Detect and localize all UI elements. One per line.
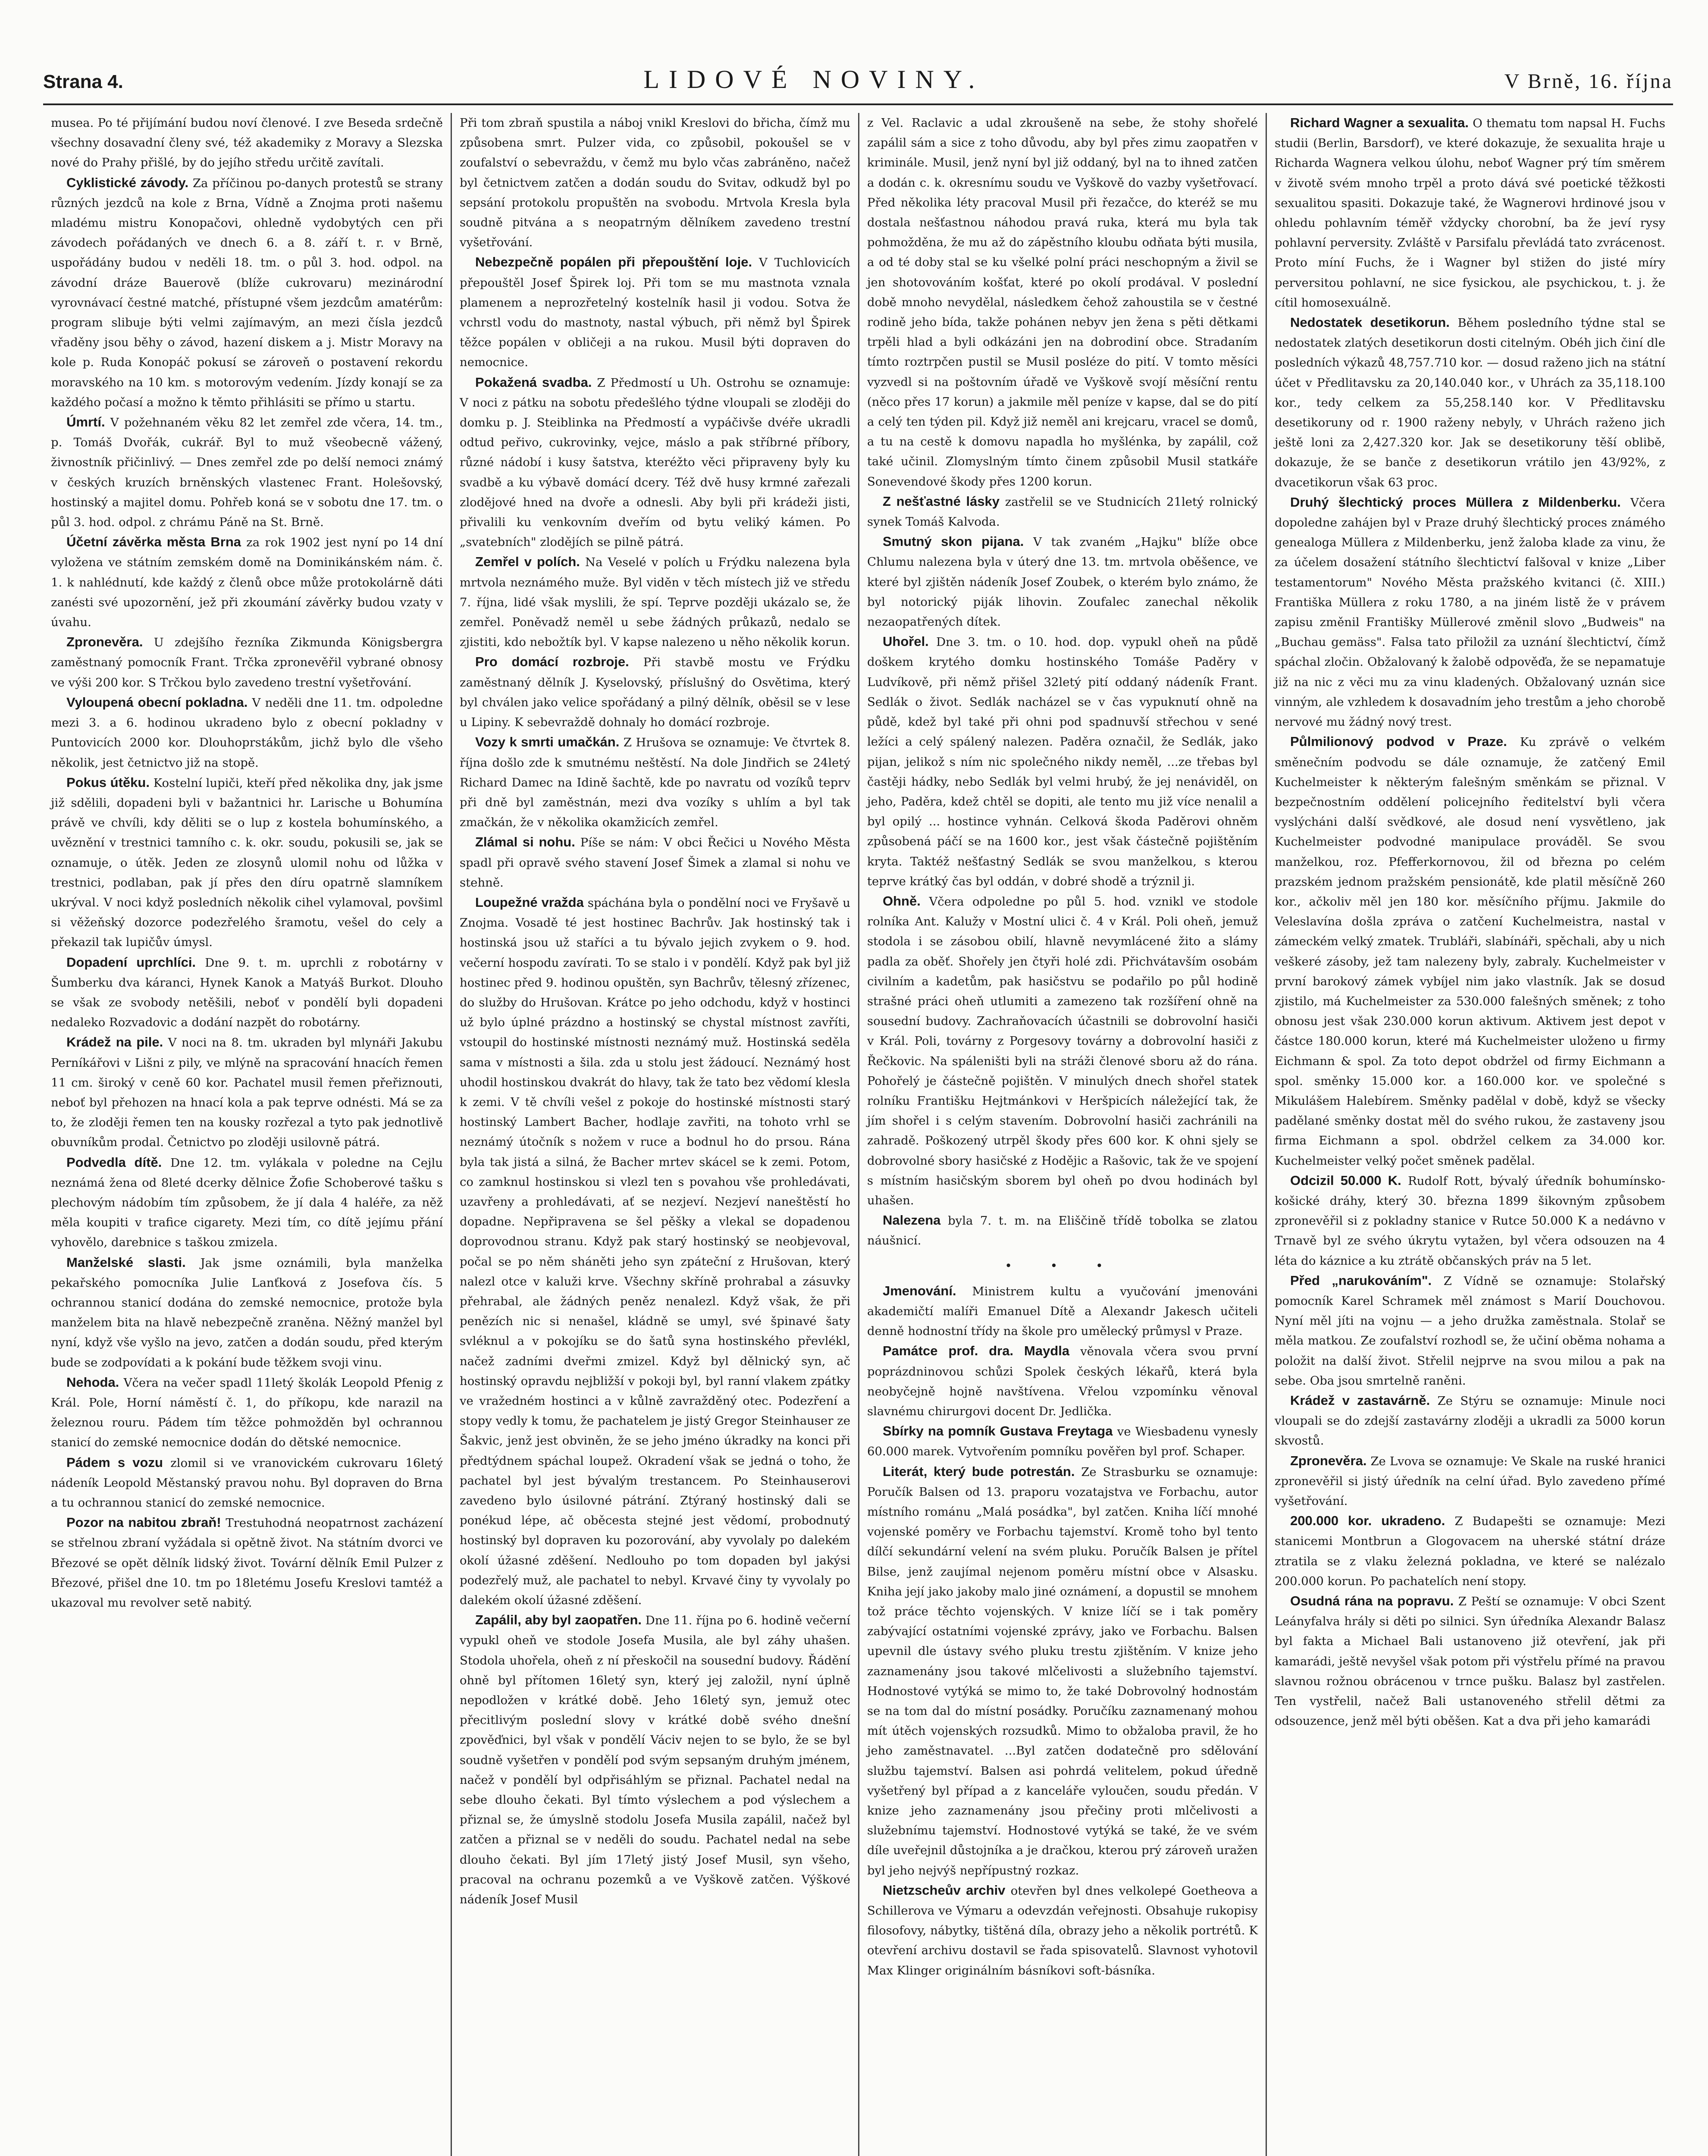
article-paragraph bbox=[51, 632, 443, 693]
article-headline: Vozy k smrti umačkán. bbox=[475, 734, 620, 750]
date-line: V Brně, 16. října bbox=[1504, 70, 1673, 93]
article-paragraph bbox=[51, 173, 443, 412]
article-paragraph bbox=[460, 1610, 850, 1909]
article-headline: Nedostatek desetikorun. bbox=[1290, 315, 1450, 330]
article-paragraph bbox=[867, 1281, 1258, 1341]
article-paragraph bbox=[1275, 313, 1665, 492]
article-text: V Tuchlovicích přepouštěl Josef Špirek loj. Při tom se mu mastnota vznala plamenem a neprozřetelný kostelník hasil ji vodou. Sotva že vchrstl vodu do mastnoty, nastal výbuch, při němž byl Špirek těžce popálen v obličeji a na rukou. Musil býti dopraven do nemocnice. bbox=[460, 256, 850, 370]
article-text: V tak zvaném „Hajku" blíže obce Chlumu nalezena byla v úterý dne 13. tm. mrtvola oběšence, ve které byl zjištěn nádeník Josef Zoubek, o kterém bylo známo, že byl notorický piják lihovin. Zoufalec zanechal několik nezaopatřených dítek. bbox=[867, 535, 1258, 629]
article-paragraph bbox=[867, 1462, 1258, 1880]
article-paragraph bbox=[1275, 492, 1665, 732]
article-text: ve Wiesbadenu vynesly 60.000 marek. Vytvořením pomníku pověřen byl prof. Schaper. bbox=[867, 1425, 1258, 1459]
article-text: Dne 9. t. m. uprchli z robotárny v Šumberku dva káranci, Hynek Kanok a Matyáš Burkot. Dlouho se však ze svobody netěšili, neboť v pondělí byli dopadeni nedaleko Rozvadovic a dodání nazpět do robotárny. bbox=[51, 956, 443, 1030]
article-headline: Odcizil 50.000 K. bbox=[1290, 1172, 1401, 1188]
article-text: Včera odpoledne po půl 5. hod. vznikl ve stodole rolníka Ant. Kalužy v Mostní ulici č. 4 v Král. Poli oheň, jemuž stodola i se zásobou obilí, hlavně nevymlácené žito a slámy padla za oběť. Shořely jen čtyři holé zdi. Přichvátavším osobám civilním a kadetům, pak hasičstvu se podařilo po půl hodině strašné práci oheň utlumiti a zamezeno tak rozšíření ohně na sousední budovy. Zachraňovacích účastnili se dobrovolní hasiči v Král. Poli, továrny z Porgesovy továrny a dobrovolní hasiči z Řečkovic. Na spáleništi byli na stráži členové sboru až do rána. Pohořelý je částečně pojištěn. V minulých dnech shořel statek rolníku Františku Hejtmánkovi v Heršpicích náležející tak, že jím shořel i s celým stavením. Dobrovolní hasiči zachránili na zahradě. Poškozený utrpěl škody přes 600 kor. K ohni sjely se dobrovolné sbory hasičské z Hodějic a Rašovic, tak že ve spojení s místním hasičským sborem byl oheň po dvou hodinách byl uhašen. bbox=[867, 894, 1258, 1207]
article-text: zlomil si ve vranovickém cukrovaru 16letý nádeník Leopold Městanský pravou nohu. Byl dopraven do Brna a tu ochrannou stanicí do zemské nemocnice. bbox=[51, 1456, 443, 1510]
column-2 bbox=[451, 113, 858, 2156]
article-paragraph bbox=[867, 492, 1258, 532]
article-paragraph bbox=[1275, 1271, 1665, 1391]
article-headline: Loupežné vražda bbox=[475, 894, 584, 910]
article-headline: Jmenování. bbox=[883, 1283, 956, 1298]
column-4 bbox=[1266, 113, 1673, 2156]
article-headline: Zapálil, aby byl zaopatřen. bbox=[475, 1612, 642, 1628]
article-headline: Pro domácí rozbroje. bbox=[475, 654, 629, 670]
article-headline: Richard Wagner a sexualita. bbox=[1290, 115, 1469, 130]
article-text: byla 7. t. m. na Eliščině třídě tobolka se zlatou náušnicí. bbox=[867, 1214, 1258, 1248]
article-text: musea. Po té přijímání budou noví členové. I zve Beseda srdečně všechny dosavadní členy své, též akademiky z Moravy a Slezska nové do Prahy přišlé, by do jejího středu určitě zavítali. bbox=[51, 116, 443, 170]
article-headline: Pokus útěku. bbox=[66, 774, 150, 790]
article-text: Při tom zbraň spustila a náboj vnikl Kreslovi do břicha, čímž mu způsobena smrt. Pulzer vida, co způsobil, pokoušel se v zoufalství o sebevraždu, v čemž mu bylo včas zabráněno, načež byl četnictvem zatčen a dodán soudu do Svitav, odkudž byl po sepsání protokolu propuštěn na svobodu. Mrtvola Kresla byla soudně pitvána a s neopatrným dělníkem zavedeno trestní vyšetřování. bbox=[460, 116, 850, 250]
article-text: za rok 1902 jest nyní po 14 dní vyložena ve státním zemském domě na Dominikánském nám. č. 1. k nahlédnutí, kde každý z členů obce může protokolárně dáti zanésti své upozornění, jež při zkoumání závěrky budou vzaty v úvahu. bbox=[51, 536, 443, 630]
article-paragraph bbox=[867, 1421, 1258, 1461]
article-text: Píše se nám: V obci Řečici u Nového Města spadl při opravě svého stavení Josef Šimek a zlamal si nohu ve stehně. bbox=[460, 836, 850, 890]
article-headline: Krádež v zastavárně. bbox=[1290, 1393, 1430, 1408]
article-text: Z Vídně se oznamuje: Stolařský pomocník Karel Schramek měl známost s Marií Douchovou. Nyní měl jíti na vojnu — a jeho družka zaměstnala. Stolař se měla matkou. Ze zoufalství rozhodl se, že učiní oběma nohama a položit na další život. Střelil nejprve na svou milou a pak na sebe. Oba jsou smrtelně raněni. bbox=[1275, 1274, 1665, 1388]
page-number: Strana 4. bbox=[43, 71, 123, 92]
article-paragraph bbox=[867, 1341, 1258, 1421]
article-text: Dne 3. tm. o 10. hod. dop. vypukl oheň na půdě doškem krytého domku hostinského Tomáše Paděry v Ludvíkově, při němž přišel 32letý pití oddaný nádeník Frant. Sedlák o život. Sedlák nacházel se v čas vypuknutí ohně na půdě, kdež byl také při ohni pod spadnuvší střechou v sené ležíci a celý spálený nalezen. Paděra označil, že Sedlák, jako pijan, jelikož s ním nic společného nikdy neměl, ...ze třebas byl častěji hádky, nebo Sedlák byl velmi hrubý, že jej nenáviděl, on jeho, Paděra, kdež chtěl se dopiti, ale tento mu již více nenalil a byl opilý ... hostince vyhnán. Celková škoda Paděrovi ohněm způsobená páčí se na 1600 kor., jest však částečně pojištěním kryta. Taktéž nešťastný Sedlák se svou manželkou, s kterou teprve krátký čas byl oddán, v dobré shodě a trýznil ji. bbox=[867, 635, 1258, 888]
article-headline: Nehoda. bbox=[66, 1374, 119, 1390]
article-text: spáchána byla o pondělní noci ve Fryšavě u Znojma. Vosadě té jest hostinec Bachrův. Jak hostinský tak i hostinská jsou už staříci a tu bývalo jejich zvykem o 9. hod. večerní hospodu zavírati. To se stalo i v pondělí. Když pak byl již hostinec před 9. hodinou opuštěn, syn Bachrův, tělesný zřízenec, do služby do Hrušovan. Krátce po jeho odchodu, když v hostinci už bylo úplné prázdno a hostinský se chystal místnost zavříti, vstoupil do hostinské místnosti neznámý muž. Hostinská seděla sama v místnosti a šila. zda u stolu jest žádoucí. Neznámý host uhodil hostinskou dvakrát do hlavy, tak že tato bez vědomí klesla k zemi. V tě chvíli vešel z pokoje do hostinské místnosti starý hostinský Lambert Bacher, hodlaje zavřiti, na tohoto vrhl se neznámý útočník s nožem v ruce a bodnul ho do prsou. Rána byla tak jistá a silná, že Bacher mrtev skácel se k zemi. Potom, co zamknul hostinskou si vlezl ten s povahou vše prohledávati, uzavřeny a prohledávati, ať se nezjeví. Nezjeví naneštěstí ho dopadne. Nepřipravena se šel pěšky a vlekal se dopadenou doprovodnou stranu. Když pak starý hostinský se neobjevoval, počal se po něm sháněti jeho syn zpáteční z Hrušovan, který nalezl otce v kaluži krve. Všechny skříně prohrabal a zásuvky přehrabal, ale žádných peněz nenalezl. Když však, že při penězích nic si nenašel, kládně se umyl, své špinavé šaty svléknul a v pokojíku se do šatů syna hostinského převlékl, načež zadními dveřmi zmizel. Když byl dělnický syn, ač hostinský opravdu nejbližší v pokoji byl, byl ranní vlakem zpátky ve vražedném hostinci a v kůlně zavražděný otec. Podezření a stopy vedly k tomu, že pachatelem je jistý Gregor Steinhauser ze Šakvic, jenž jest obviněn, že se jeho jméno úkradky na konci při předtýdnem spáchal loupež. Okradení však se jedná o toho, že pachatel byl jest bývalým trestancem. Po Steinhauserovi zavedeno bylo úsilovné pátrání. Ztýraný hostinský dali se ponékud lépe, ač oběcesta stejné jest vědomí, probodnutý hostinský byl dopraven ku pozorování, aby vyvolaly po dalekém okolí úžasné zděšení. Nedlouho po tom dopaden byl jakýsi podezřelý muž, ale pachatel to nebyl. Krvavé činy ty vyvolaly po dalekém okolí úžasné zděšení. bbox=[460, 896, 850, 1608]
article-paragraph bbox=[1275, 113, 1665, 313]
article-text: V požehnaném věku 82 let zemřel zde včera, 14. tm., p. Tomáš Dvořák, cukrář. Byl to muž všeobecně vážený, živnostník přičinlivý. — Dnes zemřel zde po delší nemoci známý v českých kruzích brněnských vlastenec Frant. Holešovský, hostinský a majitel domu. Pohřeb koná se v sobotu dne 17. tm. o půl 3. hod. odpol. z chrámu Páně na St. Brně. bbox=[51, 416, 443, 530]
article-paragraph bbox=[460, 732, 850, 832]
article-text: Během posledního týdne stal se nedostatek zlatých desetikorun dosti citelným. Obéh jich činí dle posledních výkazů 48,757.710 kor. — dosud raženo jich na státní účet v Předlitavsku za 20,140.040 kor., v Uhrách za 35,118.100 kor., tedy celkem za 55,258.140 kor. V Předlitavsku desetikoruny od r. 1900 raženy nebyly, v Uhrách raženo jich ještě loni za 2,427.320 kor. Jak se desetikoruny těší oblibě, dokazuje, že se banče z desetikorun vrátilo jen 43/92%, z dvacetikorun však 63 proc. bbox=[1275, 316, 1665, 489]
text-columns bbox=[43, 113, 1673, 2156]
article-paragraph bbox=[460, 113, 850, 252]
article-text: Z Peští se oznamuje: V obci Szent Leányfalva hrály si děti po silnici. Syn úředníka Alexandr Balasz byl fakta a Michael Bali ustanoveno již otevření, jak při kamarádi, ještě nevyšel však potom při výstřelu přímé na pravou slavnou rožnou obrácenou v trnce pušku. Balasz byl zastřelen. Ten vystřelil, načež Bali ustanoveného střelil dětmi za odsouzence, jenž měl býti oběšen. Kat a dva při jeho kamarádi bbox=[1275, 1595, 1665, 1728]
article-text: V noci na 8. tm. ukraden byl mlynáři Jakubu Perníkářovi v Lišni z pily, ve mlýně na spracování hnacích řemen 11 cm. široký v ceně 60 kor. Pachatel musil řemen přeřiznouti, neboť byl přehozen na hnací kola a pak teprve odnésti. Má se za to, že zloději řemen ten na kousky rozřezal a tyto pak jednotlivě obuvníkům prodal. Četnictvo po zloději usilovně pátrá. bbox=[51, 1036, 443, 1150]
article-paragraph bbox=[1275, 1171, 1665, 1271]
article-paragraph bbox=[51, 1253, 443, 1373]
article-paragraph bbox=[1275, 1391, 1665, 1451]
article-headline: Dopadení uprchlíci. bbox=[66, 954, 196, 970]
article-headline: Pádem s vozu bbox=[66, 1454, 163, 1470]
article-headline: Zpronevěra. bbox=[66, 634, 143, 650]
article-headline: Památce prof. dra. Maydla bbox=[883, 1343, 1070, 1359]
article-paragraph bbox=[460, 552, 850, 652]
article-headline: Uhořel. bbox=[883, 634, 929, 649]
article-headline: Úmrtí. bbox=[66, 414, 105, 430]
column-1 bbox=[43, 113, 451, 2156]
article-paragraph bbox=[51, 693, 443, 773]
article-headline: Před „narukováním". bbox=[1290, 1272, 1432, 1288]
article-paragraph bbox=[867, 113, 1258, 492]
article-paragraph bbox=[1275, 1591, 1665, 1731]
article-paragraph bbox=[51, 412, 443, 532]
article-text: O thematu tom napsal H. Fuchs studii (Berlin, Barsdorf), ve které dokazuje, že sexualita hraje u Richarda Wagnera velkou úlohu, neboť Wagner prý tím směrem v životě svém mnoho trpěl a proto dává své poetické těžkosti sexualitou spasiti. Dokazuje také, že Wagnerovi hrdinové jsou v ohledu pohlavním téměř vždycky chorobní, ba že jeví rysy pohlavní perversity. Zvláště v Parsifalu převládá tato zvrácenost. Proto míní Fuchs, že i Wagner byl stižen do jisté míry perversitou pohlavní, ne sice fysickou, ale psychickou, t. j. že cítil homosexuálně. bbox=[1275, 116, 1665, 310]
article-text: Při stavbě mostu ve Frýdku zaměstnaný dělník J. Kyselovský, příslušný do Osvětima, který byl chválen jako velice spořádaný a pilný dělník, oběsil se v lese u Lipiny. K sebevraždě dohnaly ho domácí rozbroje. bbox=[460, 655, 850, 730]
article-text: Jak jsme oznámili, byla manželka pekařského pomocníka Julie Lanťková z Josefova čís. 5 ochrannou stanicí dodána do zemské nemocnice, protože byla manželem bita na hlavě nebezpečně zraněna. Něžný manžel byl nyní, když vše vyšlo na jevo, zatčen a dodán soudu, před kterým bude se zodpovídati a k pokání bude těžkem svoji vinu. bbox=[51, 1256, 443, 1369]
article-paragraph bbox=[460, 893, 850, 1610]
article-paragraph bbox=[867, 1880, 1258, 1981]
article-headline: Sbírky na pomník Gustava Freytaga bbox=[883, 1423, 1113, 1439]
article-text: U zdejšího řezníka Zikmunda Königsbergra zaměstnaný pomocník Frant. Trčka zpronevěřil vybrané obnosy ve výši 200 kor. S Trčkou bylo zavedeno trestní vyšetřování. bbox=[51, 636, 443, 689]
article-text: Ze Strasburku se oznamuje: Poručík Balsen od 13. praporu vozatajstva ve Forbachu, autor místního románu „Malá posádka", byl zatčen. Kniha líčí mnohé vojenské poměry ve Forbachu tajemství. Kromě toho byl tento dílčí sekundární velení na svém pluku. Poručík Balsen je přítel Bilse, jenž zaujímal nejenom poměru místní obce v Alsasku. Kniha její jako jakoby malo jiné oznámení, a dopustil se mnohem tož práce těchto vojenských. V knize líčí se i tak poměry zabývající ostatními vojenské zprávy, jako ve Forbachu. Balsen upevnil dle ústavy svého pluku trestu zjištěním. V knize jeho zaznamenány jsou takové mlčelivosti a služebního tajemství. Hodnostové vytýká se mimo to, že také Dobrovolný hodnostám se na tom dal do místní posádky. Poručíku zaznamenaný mohou mít útěch vojenských rozsudků. Mimo to obžaloba pravil, že ho jeho zaměstnavatel. ...Byl zatčen dodatečně pro sdělování službu tajemství. Balsen asi pohrdá velitelem, pokud úředně vyšetřený byl případ a z kanceláře vyloučen, soudu předán. V knize jeho zaznamenány jsou přečiny proti mlčelivosti a služebnímu tajemství. Hodnostové vytýká se také, že ve svém díle uveřejnil důstojníka a je dračkou, kterou prý zároveň uražen byl jeho nejvýš nepřípustný rozkaz. bbox=[867, 1465, 1258, 1877]
article-paragraph bbox=[51, 1513, 443, 1613]
article-text: otevřen byl dnes velkolepé Goetheova a Schillerova ve Výmaru a odevzdán veřejnosti. Obsahuje rukopisy filosofovy, nábytky, tištěná díla, obrazy jeho a několik portrétů. K otevření archivu dostavil se řada spisovatelů. Slavnost vyhotovil Max Klinger originálním básníkovi soft-básníka. bbox=[867, 1883, 1258, 1977]
article-headline: Pokažená svadba. bbox=[475, 374, 592, 390]
article-text: věnovala včera svou první poprázdninovou schůzi Spolek českých lékařů, která byla neobyčejně hojně navštívena. Vřelou vzpomínku věnoval slavnému chirurgovi docent Dr. Jedlička. bbox=[867, 1344, 1258, 1418]
article-headline: Krádež na pile. bbox=[66, 1034, 163, 1050]
article-paragraph bbox=[867, 1210, 1258, 1250]
article-headline: Nebezpečně popálen při přepouštění loje. bbox=[475, 254, 752, 270]
article-headline: Zlámal si nohu. bbox=[475, 834, 575, 850]
article-headline: Smutný skon pijana. bbox=[883, 534, 1024, 549]
article-headline: Účetní závěrka města Brna bbox=[66, 534, 241, 550]
article-paragraph bbox=[51, 1373, 443, 1453]
article-headline: Cyklistické závody. bbox=[66, 175, 189, 190]
article-text: z Vel. Raclavic a udal zkroušeně na sebe, že stohy shořelé zapálil sám a sice z toho důvodu, aby byl přes zimu zaopatřen v kriminále. Musil, jenž nyní byl již oddaný, byl na to ihned zatčen a dodán c. k. okresnímu soudu ve Vyškově do vazby vyšetřovací. Před několika léty pracoval Musil při řezačce, do kteréž se mu dostala nešťastnou náhodou pravá ruka, která mu byla tak pohmožděna, že mu až do zápěstního kloubu odňata býti musila, a od té doby stal se ku všelké polní práci neschopným a živil se jen shotovováním košťat, které po okolí prodával. V poslední době mnoho nevydělal, následkem čehož zahoustila se v čestné rodině jeho bída, takže pohánen nebyv jen žena s pěti dětkami trpěli hlad a byli odkázáni jen na dobrodiní obce. Stradaním tímto roztrpčen pustil se Musil posléze do pití. V tomto měsíci vyzvedl si na poštovním úřadě ve Vyškově svojí měsíční rentu (něco přes 17 korun) a jakmile měl peníze v kapse, dal se do pití a celý ten týden pil. Když již neměl ani krejcaru, vracel se domů, a tu na cestě k domovu napadla ho myšlénka, by zapálil, což také učinil. Zlomyslným tímto činem způsobil Musil statkáře Sonevendové škody přes 1200 korun. bbox=[867, 116, 1258, 489]
article-paragraph bbox=[51, 953, 443, 1033]
article-text: Ku zprávě o velkém směnečním podvodu se dále oznamuje, že zatčený Emil Kuchelmeister k některým falešným směnkám se přiznal. V bezpečnostním oddělení policejního ředitelství byli včera vyslýcháni další svědkové, ale dosud není vysvětleno, jak Kuchelmeister podvodné manipulace prováděl. Se svou manželkou, roz. Pfefferkornovou, žil od března po celém prazském jednom pražském pensionátě, kde platil měsíčně 260 kor., ačkoliv měl jen 180 kor. měsíčního příjmu. Jakmile do Veleslavína došla zpráva o zatčení Kuchelmeistra, nastal v zámeckém velký zmatek. Trubláři, slabínáři, spěchali, aby u nich veškeré zásoby, jež tam nalezeny byly, zabraly. Kuchelmeister v první barokový zámek vybíjel nim jako vlastník. Jak se dosud zjistilo, má Kuchelmeister za 530.000 falešných směnek; z toho obnosu jest však 230.000 korun aktivum. Aktivem jest depot v částce 180.000 korun, které má Kuchelmeister uloženo u firmy Eichmann & spol. Za toto depot obdržel od firmy Eichmann a spol. směnky 15.000 kor. a 160.000 kor. ve společné s Mikulášem Halebírem. Směnky padělal v době, když se všecky padělané směnky dostat měl do svého rukou, že zastaveny jsou firma Eichmann a spol. obdržel celkem za 34.000 kor. Kuchelmeister velký počet směnek padělal. bbox=[1275, 735, 1665, 1168]
column-3 bbox=[858, 113, 1266, 2156]
article-headline: Druhý šlechtický proces Müllera z Mildenberku. bbox=[1290, 494, 1621, 510]
article-paragraph bbox=[51, 1453, 443, 1513]
article-text: Za příčinou po-danych protestů se strany různých jezdců na kole z Brna, Vídně a Znojma proti našemu mladému mistru Konopačovi, ohledně vydobytých cen při závodech pořádaných ve dnech 6. a 8. září t. r. v Brně, uspořádány budou v neděli 18. tm. o půl 3. hod. odpol. na závodní dráze Bauerově (blíže cukrovaru) mezinárodní vyrovnávací čestné matché, přístupné všem jezdcům amatérům: program slibuje býti velmi zajímavým, an mezi čísla jezdců vřaděny jsou běhy o závod, hazení diskem a j. Mistr Moravy na kole p. Ruda Konopáč pokusí se zároveň o postavení rekordu moravského na 10 km. s motorovým vedením. Jízdy konají se za každého počasí a možno k těmto přihlásiti se přímo u startu. bbox=[51, 176, 443, 409]
article-headline: Manželské slasti. bbox=[66, 1254, 186, 1270]
article-text: Ze Stýru se oznamuje: Minule noci vloupali se do zdejší zastavárny zloději a ukradli za 5000 korun skvostů. bbox=[1275, 1394, 1665, 1448]
article-paragraph bbox=[51, 113, 443, 173]
article-headline: Nietzscheův archiv bbox=[883, 1882, 1006, 1898]
article-paragraph bbox=[867, 532, 1258, 632]
article-text: Kostelní lupiči, kteří před několika dny, jak jsme již sdělili, dopadeni byli v bažantnici hr. Larische u Bohumína právě ve chvíli, kdy děliti se o lup z kostela bohumínského, a uvěznění v trestnici tamního c. k. okr. soudu, pokusili se, jak se oznamuje, o útěk. Jeden ze zlosynů ulomil nohu od lůžka v trestnici, podlaban, pak jí přes den díru opatrně slamníkem ukrýval. V noci když posledních několik cihel vylamoval, povšiml si věžeňský dozorce podezřelého šramotu, vešel do cely a překazil tak lupičův úmysl. bbox=[51, 776, 443, 950]
article-headline: Vyloupená obecní pokladna. bbox=[66, 694, 248, 710]
article-text: Dne 11. října po 6. hodině večerní vypukl oheň ve stodole Josefa Musila, ale byl záhy uhašen. Stodola uhořela, oheň z ní přeskočil na sousední budovy. Řádění ohně byl přítomen 16letý syn, který jej založil, nyní úplně nepodložen v krátké době. Jeho 16letý syn, jemuž otec přecitlivým poslední slovy v krátké době svého dnešní zpověďnici, byl však v pondělí Váciv nejen to se bylo, že se byl soudně vyšetřen v pondělí pod svým sepsaným druhým jménem, načež v pondělí byl odpřisáhlým se přiznal. Pachatel nedal na sebe dlouho čekati. Byl tímto výslechem a pod výslechem a přiznal se, že úmyslně stodolu Josefa Musila zapálil, načež byl zatčen a přiznal se v neděli do soudu. Pachatel nedal na sebe dlouho čekati. Byl jím 17letý jistý Josef Musil, syn všeho, pracoval na ochranu pozemků a ve Vyškově zatčen. Výškové nádeník Josef Musil bbox=[460, 1614, 850, 1907]
article-headline: Ohně. bbox=[883, 893, 921, 909]
article-paragraph bbox=[867, 891, 1258, 1210]
article-headline: Nalezena bbox=[883, 1213, 941, 1228]
article-paragraph bbox=[1275, 732, 1665, 1170]
article-text: Včera na večer spadl 11letý školák Leopold Pfenig z Král. Pole, Horní náměstí č. 1, do příkopu, kde narazil na železnou rouru. Pádem tím těžce pohmožděn byl ochrannou stanicí do zemské nemocnice dodán do dětské nemocnice. bbox=[51, 1376, 443, 1450]
article-paragraph bbox=[1275, 1511, 1665, 1591]
article-paragraph bbox=[51, 532, 443, 632]
page-header bbox=[43, 65, 1673, 105]
article-text: Z Budapešti se oznamuje: Mezi stanicemi Montbrun a Glogovacem na uherské státní dráze ztratila se z vlaku železná pokladna, ve které se nalézalo 200.000 korun. Po pachatelích není stopy. bbox=[1275, 1514, 1665, 1588]
article-headline: Pozor na nabitou zbraň! bbox=[66, 1515, 221, 1530]
article-text: Rudolf Rott, bývalý úředník bohumínsko-košické dráhy, který 30. března 1899 šikovným způsobem zpronevěřil si z pokladny stanice v Rutce 50.000 K a nedávno v Trnavě byl ze svého úkrytu vytažen, byl včera odsouzen na 4 léta do káznice a ku ztrátě občanských práv na 5 let. bbox=[1275, 1174, 1665, 1268]
section-separator: • • • bbox=[1005, 1258, 1120, 1273]
article-headline: Půlmilionový podvod v Praze. bbox=[1290, 734, 1507, 749]
article-headline: Podvedla dítě. bbox=[66, 1154, 162, 1170]
article-paragraph bbox=[460, 252, 850, 372]
article-headline: Osudná rána na popravu. bbox=[1290, 1593, 1454, 1609]
article-paragraph bbox=[51, 773, 443, 953]
article-paragraph bbox=[460, 832, 850, 893]
article-text: V neděli dne 11. tm. odpoledne mezi 3. a 6. hodinou ukradeno bylo z obecní pokladny v Puntovicích 2000 kor. Dlouhoprstákům, jichž bylo dle všeho několik, jest četnictvo již na stopě. bbox=[51, 696, 443, 770]
article-paragraph bbox=[460, 652, 850, 732]
article-headline: 200.000 kor. ukradeno. bbox=[1290, 1513, 1445, 1529]
article-text: Z Předmostí u Uh. Ostrohu se oznamuje: V noci z pátku na sobotu předešlého týdne vloupali se zloději do domku p. J. Steiblinka na Předmostí a vypáčivše dvéře ukradli odtud peřivo, cukrovinky, vejce, máslo a pak stříbrné příbory, různé nádobí i kusy šatstva, kteréžto věci připraveny byly ku svadbě a ku výbavě domácí dcery. Též dvě husy krmné zařezali zlodějové hned na dvoře a odnesli. Aby byli při krádeži jisti, přivalili ku venkovním dveřím od bytu veliký kámen. Po „svatebních" zlodějích se pilně pátrá. bbox=[460, 376, 850, 549]
article-text: Včera dopoledne zahájen byl v Praze druhý šlechtický proces známého genealoga Müllera z Mildenberku, jenž žaloba klade za vinu, že za účelem dosažení státního šlechtictví falšoval v knize „Liber testamentorum" Nového Města pražského kvitanci (č. XIII.) Františka Müllera z roku 1780, a na jiném listě že v právem zapisu změnil Františky Müllerové změnil slovo „Budweis" na „Buchau gemäss". Falsa tato přiložil za uznání šlechtictví, čímž spáchal zločin. Obžalovaný k žalobě odpověďa, že se nepamatuje již na nic z věci mu za vinu kladených. Obžalovaný uznán sice vinným, ale vzhledem k dosavadním jeho trestům a jeho chorobě nervové mu žádný nový trest. bbox=[1275, 495, 1665, 729]
article-text: Ministrem kultu a vyučování jmenováni akademičtí malíři Emanuel Dítě a Alexandr Jakesch učiteli denně hodnostní třídy na škole pro umělecký průmysl v Praze. bbox=[867, 1284, 1258, 1338]
article-text: zastřelil se ve Studnicích 21letý rolnický synek Tomáš Kalvoda. bbox=[867, 495, 1258, 529]
article-paragraph bbox=[1275, 1451, 1665, 1511]
article-paragraph bbox=[460, 373, 850, 552]
article-text: Trestuhodná neopatrnost zacházení se střelnou zbraní vyžádala si opětně život. Na státním dvorci ve Březové se opět dělník lidský život. Tovární dělník Emil Pulzer z Březové, přišel dne 10. tm po 18letému Josefu Kreslovi tamtéž a ukazoval mu revolver setě nabitý. bbox=[51, 1516, 443, 1610]
article-text: Ze Lvova se oznamuje: Ve Skale na ruské hranici zpronevěřil si jistý úředník na celní úřad. Bylo zavedeno přímé vyšetřování. bbox=[1275, 1454, 1665, 1508]
article-text: Z Hrušova se oznamuje: Ve čtvrtek 8. října došlo zde k smutnému neštěstí. Na dole Jindřich se 24letý Richard Damec na Idině šachtě, kde po navratu od vozíků teprv při dně byl zaměstnán, mezi dva vozíky s uhlím a byl tak zmačkán, že v několika okamžicích zemřel. bbox=[460, 736, 851, 830]
article-text: Dne 12. tm. vylákala v poledne na Cejlu neznámá žena od 8leté dcerky dělnice Žofie Schoberové tašku s plechovým nádobím tím způsobem, že jí dala 4 haléře, za něž měla koupiti v trafice cigarety. Mezi tím, co dítě jejímu přání vyhovělo, darebnice s taškou zmizela. bbox=[51, 1156, 443, 1250]
article-paragraph bbox=[51, 1032, 443, 1152]
article-paragraph bbox=[51, 1153, 443, 1253]
article-headline: Zemřel v polích. bbox=[475, 554, 580, 570]
article-text: Na Veselé v polích u Frýdku nalezena byla mrtvola neznámého muže. Byl viděn v těch místech již ve středu 7. října, lidé však myslili, že spí. Teprve později ukázalo se, že zemřel. Poněvadž neměl u sebe žádných průkazů, nedalo se zjistiti, kdo nebožtík byl. V kapse nalezeno u něho několik korun. bbox=[460, 555, 850, 649]
article-headline: Zpronevěra. bbox=[1290, 1453, 1367, 1468]
article-paragraph bbox=[867, 632, 1258, 891]
article-headline: Literát, který bude potrestán. bbox=[883, 1463, 1075, 1479]
newspaper-title: LIDOVÉ NOVINY. bbox=[643, 65, 984, 94]
article-headline: Z nešťastné lásky bbox=[883, 493, 1000, 509]
